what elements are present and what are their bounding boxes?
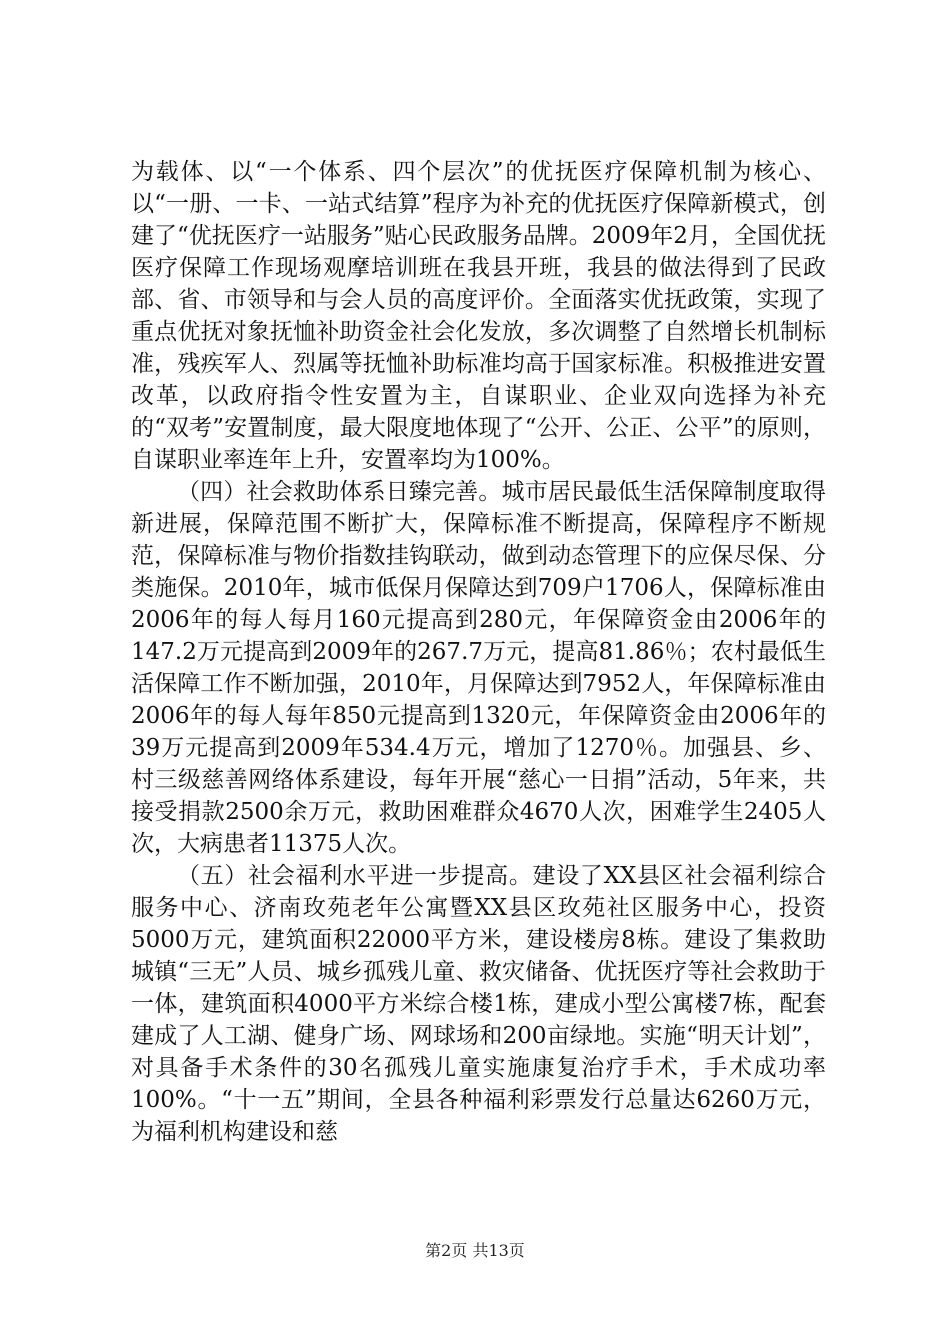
paragraph-3: （五）社会福利水平进一步提高。建设了XX县区社会福利综合服务中心、济南玫苑老年公寓暨XX县区玫苑社区服务中心，投资5000万元，建筑面积22000平方米，建设楼房8栋。建设了集救助城镇“三无”人员、城乡孤残儿童、救灾储备、优抚医疗等社会救助于一体，建筑面积4000平方米综合楼1栋，建成小型公寓楼7栋，配套建成了人工湖、健身广场、网球场和200亩绿地。实施“明天计划”，对具备手术条件的30名孤残儿童实施康复治疗手术，手术成功率100%。“十一五”期间，全县各种福利彩票发行总量达6260万元，为福利机构建设和慈 bbox=[131, 863, 826, 1145]
document-body bbox=[131, 156, 826, 1148]
paragraph-1: 为载体、以“一个体系、四个层次”的优抚医疗保障机制为核心、以“一册、一卡、一站式结算”程序为补充的优抚医疗保障新模式，创建了“优抚医疗一站服务”贴心民政服务品牌。2009年2月，全国优抚医疗保障工作现场观摩培训班在我县开班，我县的做法得到了民政部、省、市领导和与会人员的高度评价。全面落实优抚政策，实现了重点优抚对象抚恤补助资金社会化发放，多次调整了自然增长机制标准，残疾军人、烈属等抚恤补助标准均高于国家标准。积极推进安置改革，以政府指令性安置为主，自谋职业、企业双向选择为补充的“双考”安置制度，最大限度地体现了“公开、公正、公平”的原则，自谋职业率连年上升，安置率均为100%。 bbox=[131, 159, 826, 473]
page-footer: 第2页 共13页 bbox=[425, 1241, 525, 1260]
paragraph-2: （四）社会救助体系日臻完善。城市居民最低生活保障制度取得新进展，保障范围不断扩大，保障标准不断提高，保障程序不断规范，保障标准与物价指数挂钩联动，做到动态管理下的应保尽保、分类施保。2010年，城市低保月保障达到709户1706人，保障标准由2006年的每人每月160元提高到280元，年保障资金由2006年的147.2万元提高到2009年的267.7万元，提高81.86％；农村最低生活保障工作不断加强，2010年，月保障达到7952人，年保障标准由2006年的每人每年850元提高到1320元，年保障资金由2006年的39万元提高到2009年534.4万元，增加了1270％。加强县、乡、村三级慈善网络体系建设，每年开展“慈心一日捐”活动，5年来，共接受捐款2500余万元，救助困难群众4670人次，困难学生2405人次，大病患者11375人次。 bbox=[131, 479, 826, 857]
